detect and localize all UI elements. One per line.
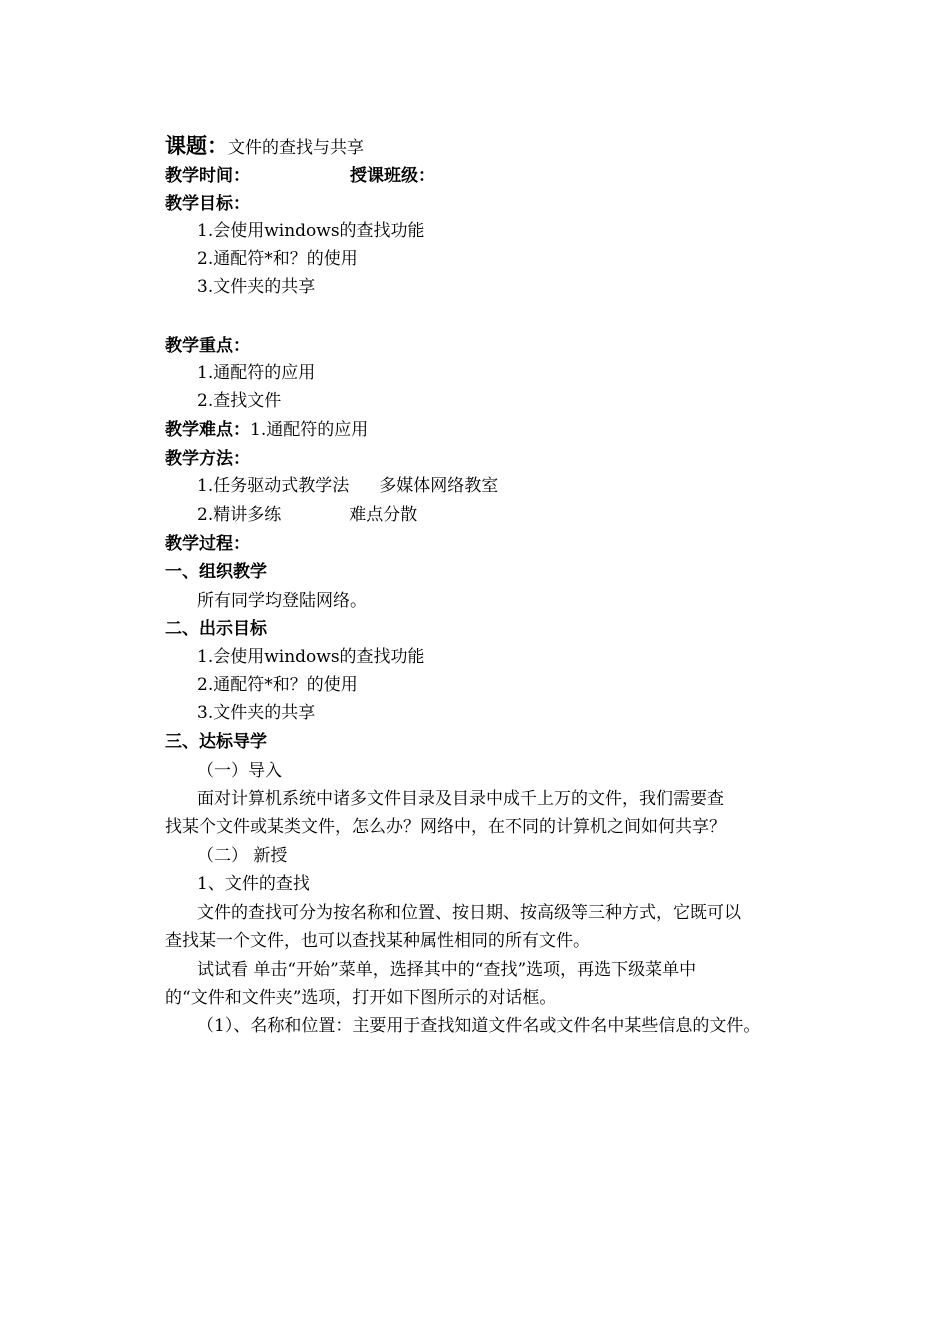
- objective-item: 3.文件夹的共享: [197, 703, 316, 723]
- topic-line: [165, 136, 364, 158]
- key-points-label: 教学重点：: [165, 336, 250, 356]
- teaching-time-label: 教学时间：: [165, 166, 250, 186]
- difficulty-value: 1.通配符的应用: [250, 420, 369, 440]
- paragraph-line: （1）、名称和位置：主要用于查找知道文件名或文件名中某些信息的文件。: [197, 1016, 761, 1036]
- paragraph-line: 试试看 单击“开始”菜单，选择其中的“查找”选项，再选下级菜单中: [197, 960, 697, 980]
- difficulty-line: [165, 420, 368, 440]
- section-heading: 一、组织教学: [165, 562, 267, 582]
- objective-item: 1.会使用windows的查找功能: [197, 221, 425, 241]
- subsection-heading: 1、文件的查找: [197, 874, 310, 894]
- topic-value: 文件的查找与共享: [228, 138, 364, 158]
- method-item: 1.任务驱动式教学法: [197, 476, 350, 496]
- objective-item: 3.文件夹的共享: [197, 277, 316, 297]
- objective-item: 2.通配符*和？的使用: [197, 675, 358, 695]
- objective-item: 2.通配符*和？的使用: [197, 249, 358, 269]
- section-heading: 二、出示目标: [165, 619, 267, 639]
- class-label: 授课班级：: [350, 166, 435, 186]
- key-point-item: 2.查找文件: [197, 391, 282, 411]
- difficulty-label: 教学难点：: [165, 420, 250, 440]
- paragraph-line: 的“文件和文件夹”选项，打开如下图所示的对话框。: [165, 988, 557, 1008]
- method-row: [197, 505, 417, 525]
- method-item: 2.精讲多练: [197, 505, 282, 525]
- method-row: [197, 476, 498, 496]
- topic-label: 课题：: [165, 134, 228, 158]
- key-point-item: 1.通配符的应用: [197, 363, 316, 383]
- process-label: 教学过程：: [165, 534, 250, 554]
- objective-item: 1.会使用windows的查找功能: [197, 647, 425, 667]
- paragraph-line: 文件的查找可分为按名称和位置、按日期、按高级等三种方式，它既可以: [197, 903, 741, 923]
- method-item: 难点分散: [349, 505, 418, 525]
- subsection-heading: （二） 新授: [197, 846, 288, 866]
- methods-label: 教学方法：: [165, 449, 250, 469]
- objectives-label: 教学目标：: [165, 194, 250, 214]
- paragraph-line: 查找某一个文件，也可以查找某种属性相同的所有文件。: [165, 931, 590, 951]
- subsection-heading: （一）导入: [197, 761, 282, 781]
- time-class-line: [165, 166, 435, 186]
- section-heading: 三、达标导学: [165, 732, 267, 752]
- paragraph-line: 找某个文件或某类文件，怎么办？网络中，在不同的计算机之间如何共享？: [165, 817, 726, 837]
- method-item: 多媒体网络教室: [379, 476, 499, 496]
- paragraph: 所有同学均登陆网络。: [197, 591, 367, 611]
- paragraph-line: 面对计算机系统中诸多文件目录及目录中成千上万的文件，我们需要查: [197, 789, 724, 809]
